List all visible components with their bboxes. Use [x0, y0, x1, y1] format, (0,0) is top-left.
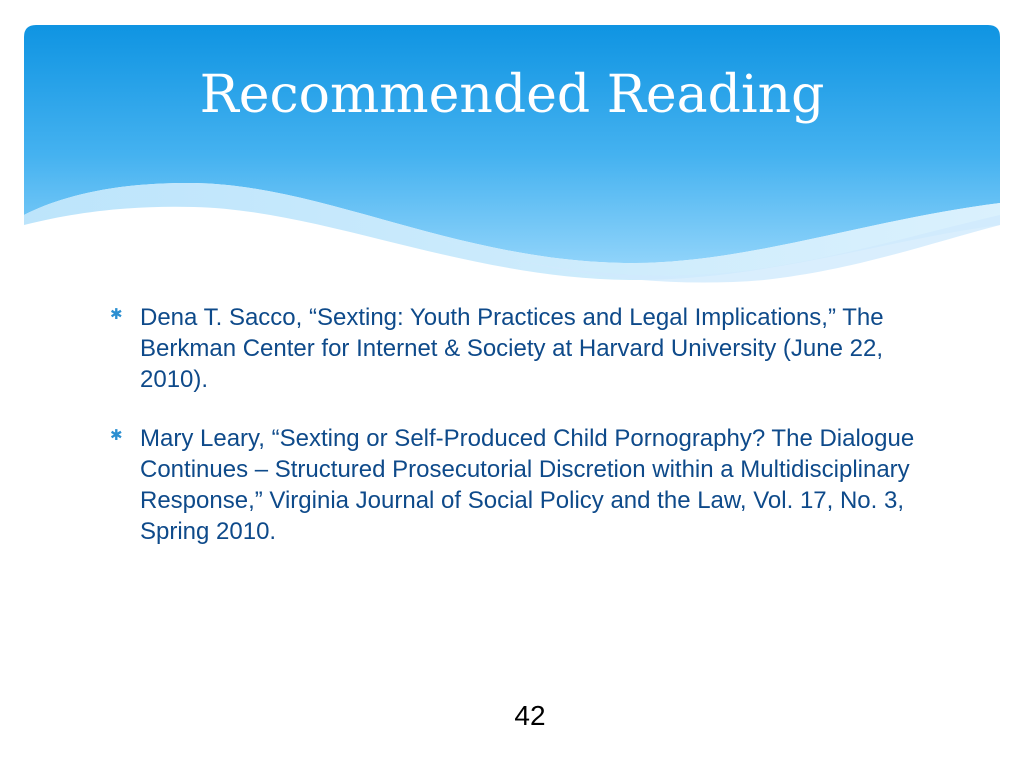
page-number: 42: [514, 700, 546, 731]
asterisk-bullet-icon: ✱: [110, 305, 123, 323]
slide-title: Recommended Reading: [199, 65, 825, 125]
asterisk-bullet-icon: ✱: [110, 426, 123, 444]
list-item: [110, 423, 930, 547]
reading-reference: Mary Leary, “Sexting or Self-Produced Child Pornography? The Dialogue Continues – Structured Prosecutorial Discretion within a Multidisciplinary Response,” Virginia Journal of Social Policy and the Law, Vol. 17, No. 3, Spring 2010.: [140, 425, 915, 545]
list-item: [110, 302, 930, 395]
reading-reference: Dena T. Sacco, “Sexting: Youth Practices and Legal Implications,” The Berkman Center for Internet & Society at Harvard University (June 22, 2010).: [140, 304, 884, 393]
bullet-list: [110, 302, 930, 575]
